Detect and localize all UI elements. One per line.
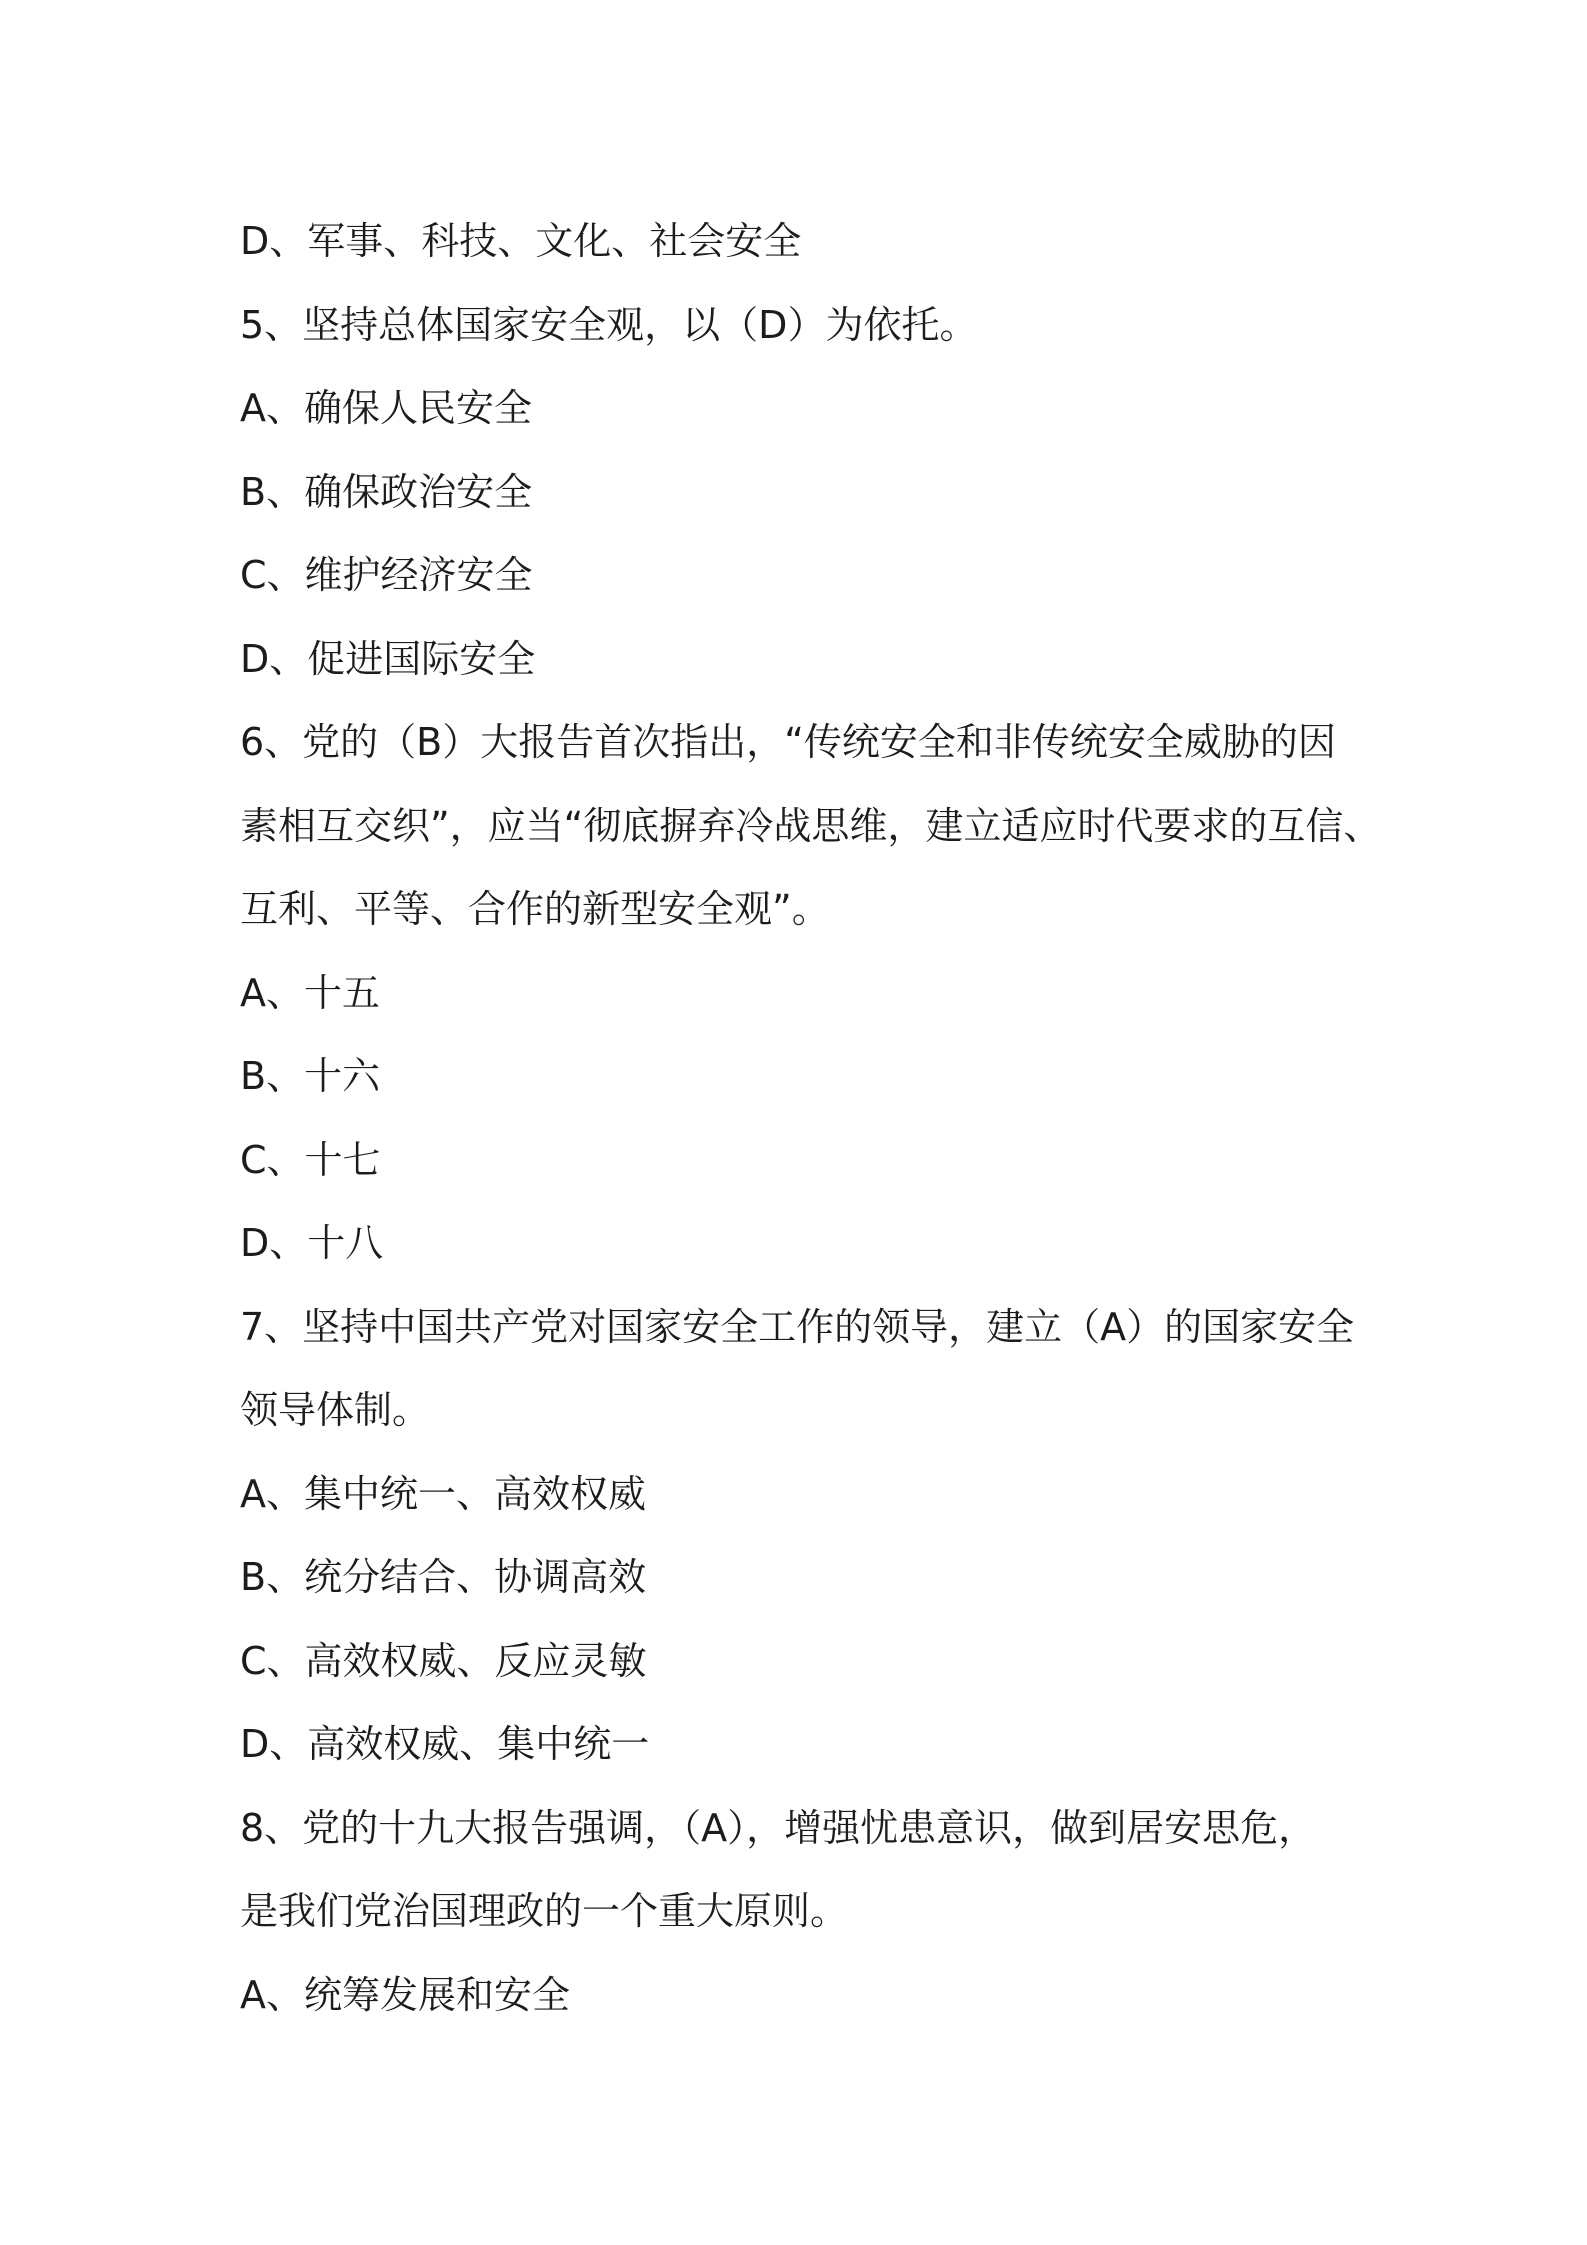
option-line: A、统筹发展和安全 [240, 1972, 570, 2017]
option-line: C、十七 [240, 1137, 381, 1182]
option-line: B、确保政治安全 [240, 469, 533, 514]
option-line: D、军事、科技、文化、社会安全 [240, 219, 802, 263]
question-line: 互利、平等、合作的新型安全观”。 [240, 887, 830, 931]
question-line: 5、坚持总体国家安全观，以（D）为依托。 [240, 302, 978, 347]
option-line: C、维护经济安全 [240, 553, 533, 597]
question-line: 领导体制。 [240, 1388, 431, 1432]
option-line: D、促进国际安全 [240, 636, 536, 681]
question-line: 6、党的（B）大报告首次指出，“传统安全和非传统安全威胁的因 [240, 720, 1336, 764]
option-line: A、集中统一、高效权威 [240, 1471, 646, 1516]
option-line: A、确保人民安全 [240, 386, 532, 430]
option-line: D、高效权威、集中统一 [240, 1722, 650, 1766]
document-body [240, 200, 1382, 2037]
option-line: A、十五 [240, 970, 380, 1015]
question-line: 素相互交织”，应当“彻底摒弃冷战思维，建立适应时代要求的互信、 [240, 803, 1382, 848]
question-line: 7、坚持中国共产党对国家安全工作的领导，建立（A）的国家安全 [240, 1304, 1355, 1349]
option-line: B、十六 [240, 1054, 381, 1098]
question-line: 8、党的十九大报告强调，（A），增强忧患意识，做到居安思危， [240, 1805, 1317, 1850]
option-line: C、高效权威、反应灵敏 [240, 1638, 647, 1683]
option-line: D、十八 [240, 1221, 384, 1265]
option-line: B、统分结合、协调高效 [240, 1555, 647, 1599]
question-line: 是我们党治国理政的一个重大原则。 [240, 1889, 849, 1933]
